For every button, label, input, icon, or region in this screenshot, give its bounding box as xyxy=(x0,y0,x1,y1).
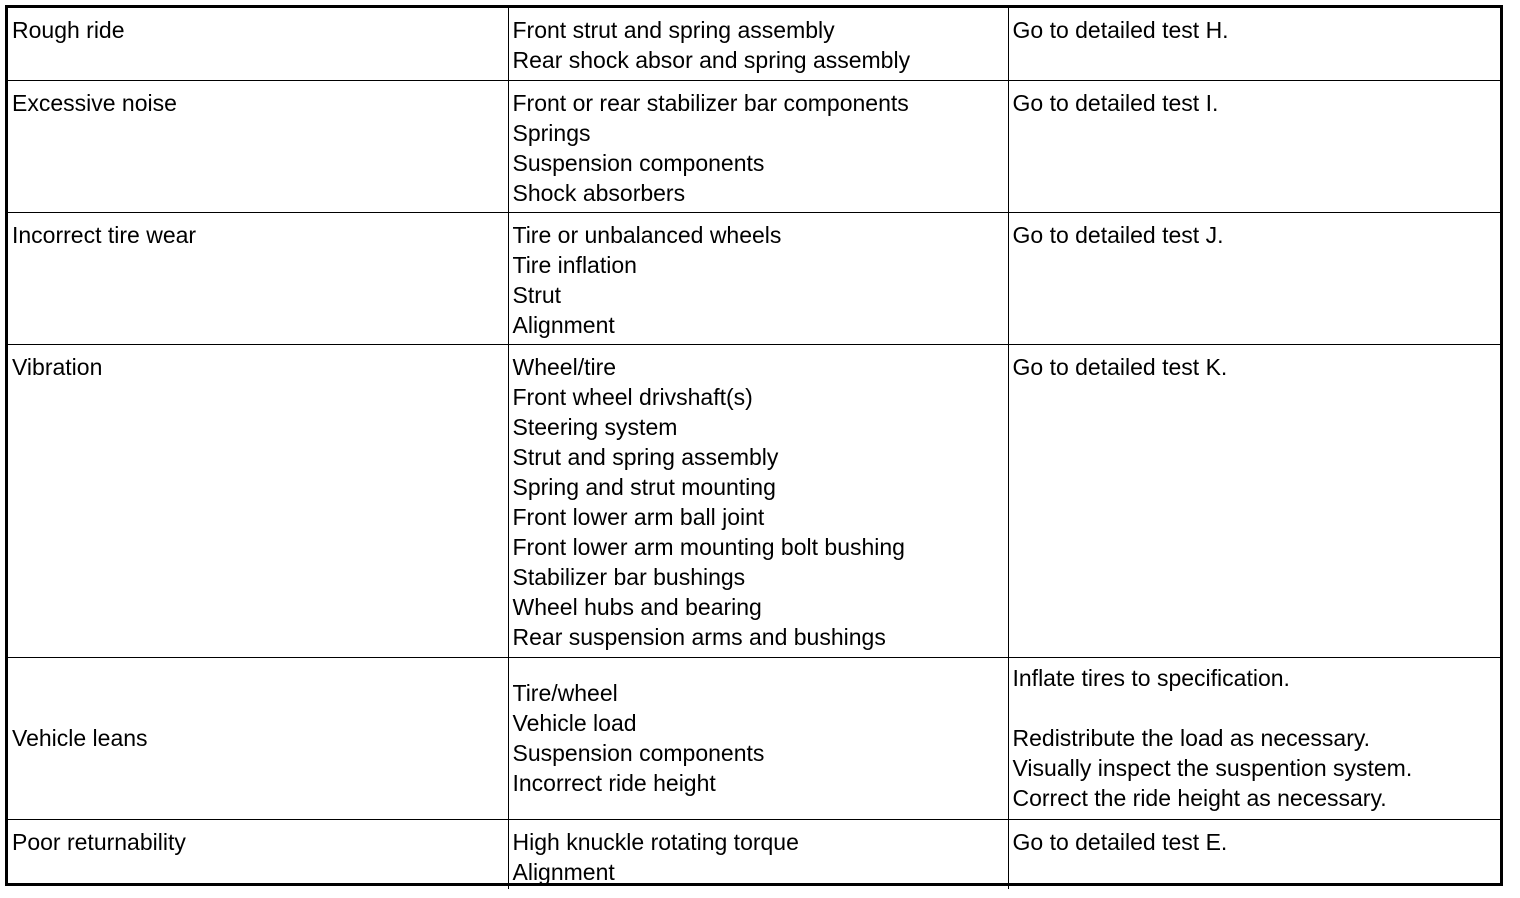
action-text: Visually inspect the suspention system. xyxy=(1012,755,1413,781)
action-cell xyxy=(1008,657,1500,819)
condition-text: Incorrect tire wear xyxy=(12,221,197,248)
table-row xyxy=(8,80,1500,212)
cause-item: Incorrect ride height xyxy=(512,770,716,796)
cause-cell xyxy=(508,344,1008,657)
action-text: Inflate tires to specification. xyxy=(1012,665,1290,691)
cause-cell xyxy=(508,819,1008,889)
cause-item: Suspension components xyxy=(512,740,765,766)
cause-item: Front wheel drivshaft(s) xyxy=(512,383,753,410)
action-text: Go to detailed test J. xyxy=(1012,221,1224,248)
action-cell xyxy=(1008,8,1500,80)
cause-item: Tire inflation xyxy=(512,251,637,278)
cause-item: Wheel hubs and bearing xyxy=(512,593,762,620)
condition-text: Poor returnability xyxy=(12,828,186,855)
cause-item: Rear suspension arms and bushings xyxy=(512,623,886,650)
condition-text: Vehicle leans xyxy=(12,725,148,751)
action-cell xyxy=(1008,344,1500,657)
cause-cell xyxy=(508,212,1008,344)
action-cell xyxy=(1008,80,1500,212)
cause-item: Tire/wheel xyxy=(512,680,618,706)
cause-item: Front strut and spring assembly xyxy=(512,17,835,43)
condition-text: Vibration xyxy=(12,353,103,380)
cause-item: Front or rear stabilizer bar components xyxy=(512,89,909,116)
cause-item: Steering system xyxy=(512,413,678,440)
condition-text: Excessive noise xyxy=(12,89,177,116)
condition-cell xyxy=(8,657,508,819)
diagnosis-table-frame xyxy=(5,5,1503,886)
cause-item: Stabilizer bar bushings xyxy=(512,563,746,590)
condition-cell xyxy=(8,344,508,657)
action-text: Go to detailed test K. xyxy=(1012,353,1228,380)
cause-item: Alignment xyxy=(512,311,615,338)
action-text: Go to detailed test E. xyxy=(1012,828,1228,855)
cause-item: High knuckle rotating torque xyxy=(512,828,799,855)
action-spacer xyxy=(1013,693,1497,723)
condition-text: Rough ride xyxy=(12,17,125,43)
cause-item: Tire or unbalanced wheels xyxy=(512,221,782,248)
cause-cell xyxy=(508,80,1008,212)
table-row xyxy=(8,212,1500,344)
cause-item: Suspension components xyxy=(512,149,765,176)
action-text: Go to detailed test H. xyxy=(1012,17,1229,43)
cause-item: Spring and strut mounting xyxy=(512,473,776,500)
cause-item: Front lower arm mounting bolt bushing xyxy=(512,533,905,560)
condition-cell xyxy=(8,819,508,889)
condition-cell xyxy=(8,80,508,212)
cause-item: Springs xyxy=(512,119,591,146)
cause-item: Vehicle load xyxy=(512,710,637,736)
table-row xyxy=(8,819,1500,889)
cause-item: Strut xyxy=(512,281,562,308)
diagnosis-table xyxy=(8,8,1500,889)
action-cell xyxy=(1008,212,1500,344)
cause-item: Shock absorbers xyxy=(512,179,686,206)
cause-item: Wheel/tire xyxy=(512,353,617,380)
condition-cell xyxy=(8,212,508,344)
cause-item: Alignment xyxy=(512,858,615,885)
cause-cell xyxy=(508,8,1008,80)
condition-cell xyxy=(8,8,508,80)
action-cell xyxy=(1008,819,1500,889)
table-row xyxy=(8,344,1500,657)
action-text: Correct the ride height as necessary. xyxy=(1012,785,1387,811)
table-row xyxy=(8,8,1500,80)
cause-item: Rear shock absor and spring assembly xyxy=(512,47,911,73)
cause-item: Strut and spring assembly xyxy=(512,443,779,470)
table-row xyxy=(8,657,1500,819)
cause-item: Front lower arm ball joint xyxy=(512,503,765,530)
action-text: Go to detailed test I. xyxy=(1012,89,1219,116)
cause-cell xyxy=(508,657,1008,819)
action-text: Redistribute the load as necessary. xyxy=(1012,725,1371,751)
